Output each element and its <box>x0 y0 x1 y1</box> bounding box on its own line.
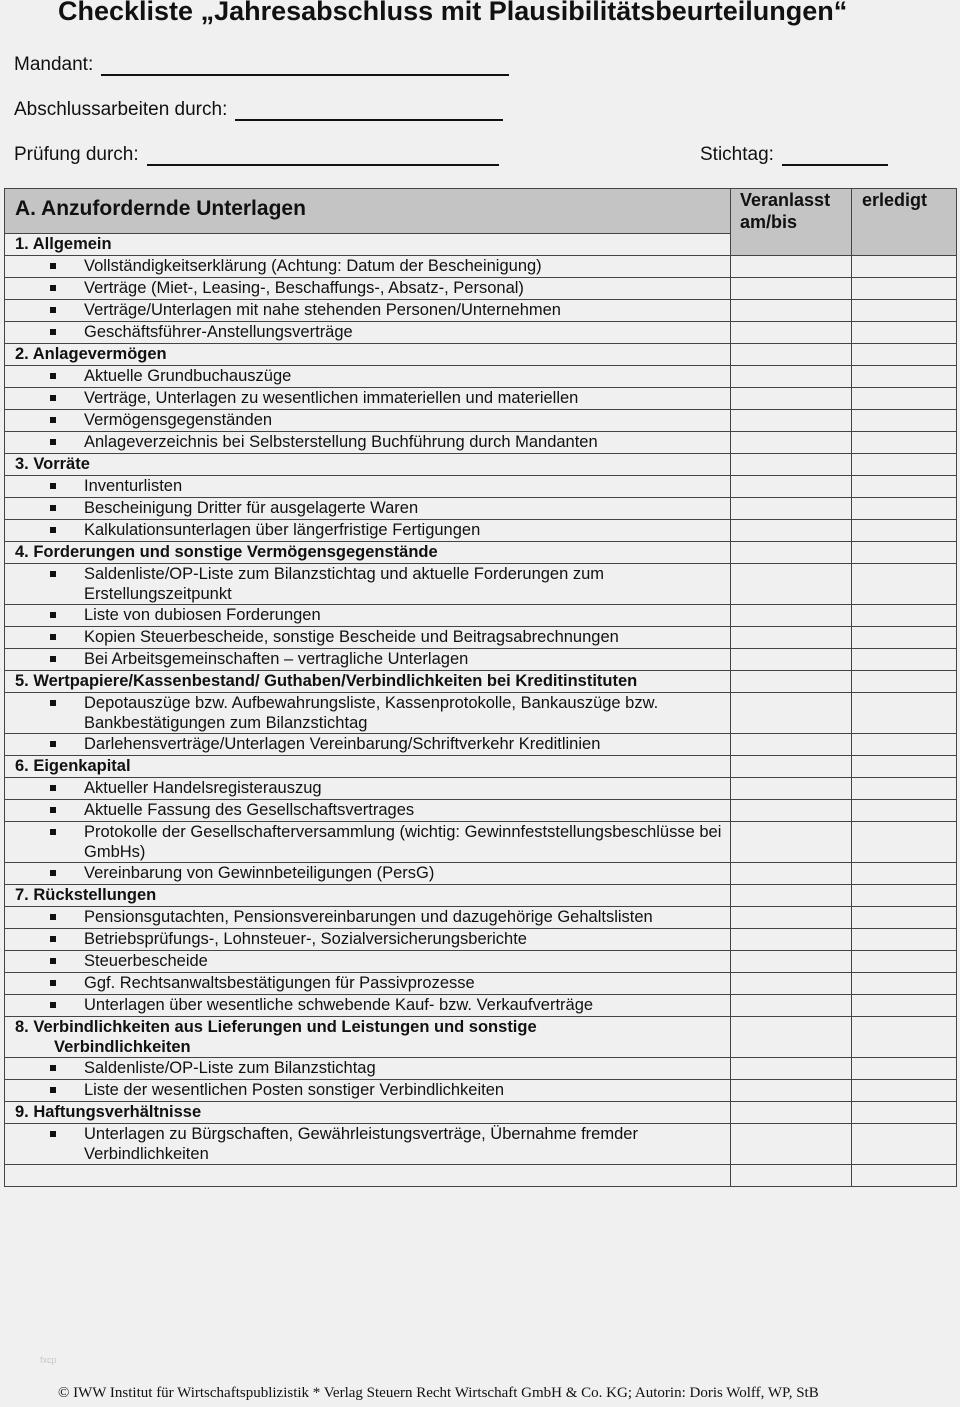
veranlasst-cell[interactable] <box>731 256 852 278</box>
checklist-item-text: Betriebsprüfungs-, Lohnsteuer-, Sozialversicherungsberichte <box>84 930 527 948</box>
checklist-item-text: Liste von dubiosen Forderungen <box>84 606 321 624</box>
checklist-item <box>5 410 731 432</box>
bullet-icon <box>50 395 56 401</box>
erledigt-cell[interactable] <box>852 907 957 929</box>
checklist-item <box>5 366 731 388</box>
checklist-item <box>5 278 731 300</box>
veranlasst-cell[interactable] <box>731 1058 852 1080</box>
bullet-icon <box>50 571 56 577</box>
section-a-heading: A. Anzufordernde Unterlagen <box>5 189 731 234</box>
erledigt-cell[interactable] <box>852 366 957 388</box>
empty-main-cell <box>5 1165 731 1187</box>
erledigt-cell[interactable] <box>852 498 957 520</box>
section-heading <box>5 1017 731 1058</box>
erledigt-cell[interactable] <box>852 756 957 778</box>
checklist-item <box>5 800 731 822</box>
section-row <box>5 1017 957 1058</box>
bullet-icon <box>50 1065 56 1071</box>
column-veranlasst-header: Veranlasst am/bis <box>731 189 852 256</box>
checklist-item-row <box>5 995 957 1017</box>
checklist-item <box>5 1080 731 1102</box>
checklist-item-row <box>5 929 957 951</box>
checklist-item-row <box>5 476 957 498</box>
checklist-item-row <box>5 800 957 822</box>
checklist-item-row <box>5 605 957 627</box>
checklist-item-text: Anlageverzeichnis bei Selbsterstellung Buchführung durch Mandanten <box>84 433 598 451</box>
checklist-item-text: Vermögensgegenständen <box>84 411 273 429</box>
checklist-item-text: Protokolle der Gesellschafterversammlung (wichtig: Gewinnfeststellungsbeschlüsse bei GmbHs) <box>84 823 722 861</box>
checklist-item-text: Aktueller Handelsregisterauszug <box>84 779 322 797</box>
checklist-item-row <box>5 907 957 929</box>
checklist-item <box>5 995 731 1017</box>
checklist-item-text: Kopien Steuerbescheide, sonstige Bescheide und Beitragsabrechnungen <box>84 628 619 646</box>
section-heading <box>5 542 731 564</box>
erledigt-cell[interactable] <box>852 693 957 734</box>
column-erledigt-header: erledigt <box>852 189 957 256</box>
bullet-icon <box>50 483 56 489</box>
checklist-item-row <box>5 951 957 973</box>
erledigt-cell[interactable] <box>852 605 957 627</box>
erledigt-cell[interactable] <box>852 778 957 800</box>
erledigt-cell[interactable] <box>852 454 957 476</box>
veranlasst-cell[interactable] <box>731 1080 852 1102</box>
checklist-item-text: Vollständigkeitserklärung (Achtung: Datum der Bescheinigung) <box>84 257 542 275</box>
erledigt-cell[interactable] <box>852 410 957 432</box>
checklist-item-row <box>5 973 957 995</box>
checklist-item-text: Verträge, Unterlagen zu wesentlichen immateriellen und materiellen <box>84 389 579 407</box>
checklist-item-row <box>5 564 957 605</box>
mandant-field[interactable] <box>14 54 509 76</box>
erledigt-cell[interactable] <box>852 1102 957 1124</box>
bullet-icon <box>50 1131 56 1137</box>
veranlasst-cell[interactable] <box>731 388 852 410</box>
checklist-item <box>5 432 731 454</box>
checklist-item-row <box>5 1080 957 1102</box>
section-heading <box>5 344 731 366</box>
checklist-item-row <box>5 649 957 671</box>
bullet-icon <box>50 612 56 618</box>
checklist-item <box>5 322 731 344</box>
checklist-item <box>5 520 731 542</box>
erledigt-cell[interactable] <box>852 995 957 1017</box>
erledigt-cell[interactable] <box>852 256 957 278</box>
checklist-item <box>5 822 731 863</box>
checklist-item-text: Pensionsgutachten, Pensionsvereinbarungen und dazugehörige Gehaltslisten <box>84 908 653 926</box>
watermark: fxcp <box>40 1355 57 1365</box>
erledigt-cell[interactable] <box>852 627 957 649</box>
section-heading <box>5 671 731 693</box>
pruefung-field[interactable] <box>14 144 499 166</box>
bullet-icon <box>50 958 56 964</box>
checklist-item-text: Saldenliste/OP-Liste zum Bilanzstichtag und aktuelle Forderungen zum Erstellungszeitpunkt <box>84 565 605 603</box>
checklist-item-row <box>5 693 957 734</box>
section-title: 9. Haftungsverhältnisse <box>15 1103 202 1121</box>
mandant-label: Mandant: <box>14 54 94 75</box>
checklist-item-text: Bei Arbeitsgemeinschaften – vertragliche Unterlagen <box>84 650 469 668</box>
erledigt-cell[interactable] <box>852 300 957 322</box>
checklist-item-text: Saldenliste/OP-Liste zum Bilanzstichtag <box>84 1059 376 1077</box>
section-heading <box>5 454 731 476</box>
erledigt-cell[interactable] <box>852 734 957 756</box>
erledigt-cell[interactable] <box>852 649 957 671</box>
veranlasst-cell[interactable] <box>731 649 852 671</box>
veranlasst-cell[interactable] <box>731 627 852 649</box>
pruefung-label: Prüfung durch: <box>14 144 139 165</box>
bullet-icon <box>50 1087 56 1093</box>
erledigt-cell[interactable] <box>852 973 957 995</box>
abschlussarbeiten-line[interactable] <box>235 99 503 121</box>
checklist-item <box>5 388 731 410</box>
bullet-icon <box>50 439 56 445</box>
section-title: 4. Forderungen und sonstige Vermögensgegenstände <box>15 543 438 561</box>
bullet-icon <box>50 656 56 662</box>
erledigt-cell[interactable] <box>852 863 957 885</box>
veranlasst-cell[interactable] <box>731 951 852 973</box>
checklist-item <box>5 605 731 627</box>
checklist-item-text: Aktuelle Grundbuchauszüge <box>84 367 292 385</box>
checklist-item-text: Geschäftsführer-Anstellungsverträge <box>84 323 353 341</box>
veranlasst-cell[interactable] <box>731 366 852 388</box>
checklist-item <box>5 1058 731 1080</box>
erledigt-cell[interactable] <box>852 344 957 366</box>
checklist-item <box>5 973 731 995</box>
erledigt-cell[interactable] <box>852 1058 957 1080</box>
veranlasst-cell[interactable] <box>731 822 852 863</box>
checklist-item <box>5 476 731 498</box>
page-title: Checkliste „Jahresabschluss mit Plausibilitätsbeurteilungen“ <box>58 0 848 26</box>
bullet-icon <box>50 700 56 706</box>
veranlasst-cell[interactable] <box>731 778 852 800</box>
checklist-item-text: Aktuelle Fassung des Gesellschaftsvertrages <box>84 801 415 819</box>
erledigt-cell[interactable] <box>852 671 957 693</box>
checklist-item <box>5 564 731 605</box>
veranlasst-cell[interactable] <box>731 476 852 498</box>
checklist-item-row <box>5 432 957 454</box>
checklist-item-row <box>5 278 957 300</box>
section-title: 8. Verbindlichkeiten aus Lieferungen und Leistungen und sonstige <box>15 1018 537 1036</box>
erledigt-cell[interactable] <box>852 1165 957 1187</box>
bullet-icon <box>50 785 56 791</box>
checklist-item <box>5 693 731 734</box>
veranlasst-cell[interactable] <box>731 907 852 929</box>
checklist-item <box>5 951 731 973</box>
bullet-icon <box>50 329 56 335</box>
checklist-item-row <box>5 627 957 649</box>
mandant-line[interactable] <box>101 54 509 76</box>
section-row <box>5 671 957 693</box>
bullet-icon <box>50 373 56 379</box>
erledigt-cell[interactable] <box>852 951 957 973</box>
checklist-item <box>5 300 731 322</box>
veranlasst-cell[interactable] <box>731 800 852 822</box>
veranlasst-cell[interactable] <box>731 605 852 627</box>
checklist-item <box>5 498 731 520</box>
section-row <box>5 756 957 778</box>
section-title: 1. Allgemein <box>15 235 112 253</box>
checklist-item-text: Liste der wesentlichen Posten sonstiger Verbindlichkeiten <box>84 1081 505 1099</box>
checklist-item-row <box>5 498 957 520</box>
erledigt-cell[interactable] <box>852 388 957 410</box>
empty-row <box>5 1165 957 1187</box>
checklist-item-text: Vereinbarung von Gewinnbeteiligungen (PersG) <box>84 864 435 882</box>
checklist-item <box>5 907 731 929</box>
checklist-item-row <box>5 520 957 542</box>
checklist-item <box>5 929 731 951</box>
erledigt-cell[interactable] <box>852 822 957 863</box>
section-row <box>5 542 957 564</box>
veranlasst-cell[interactable] <box>731 410 852 432</box>
veranlasst-cell[interactable] <box>731 520 852 542</box>
checklist-item-text: Depotauszüge bzw. Aufbewahrungsliste, Kassenprotokolle, Bankauszüge bzw. Bankbestätigungen zum Bilanzstichtag <box>84 694 659 732</box>
erledigt-cell[interactable] <box>852 520 957 542</box>
veranlasst-cell[interactable] <box>731 322 852 344</box>
section-heading <box>5 885 731 907</box>
checklist-item-row <box>5 822 957 863</box>
bullet-icon <box>50 914 56 920</box>
checklist-item <box>5 627 731 649</box>
checklist-item-text: Kalkulationsunterlagen über längerfristige Fertigungen <box>84 521 481 539</box>
bullet-icon <box>50 1002 56 1008</box>
section-heading <box>5 756 731 778</box>
checklist-item-row <box>5 1124 957 1165</box>
bullet-icon <box>50 505 56 511</box>
section-title-continued: Verbindlichkeiten <box>54 1038 191 1056</box>
checklist-item-text: Inventurlisten <box>84 477 183 495</box>
erledigt-cell[interactable] <box>852 542 957 564</box>
checklist-item-row <box>5 322 957 344</box>
checklist-item-row <box>5 863 957 885</box>
veranlasst-cell[interactable] <box>731 564 852 605</box>
veranlasst-cell[interactable] <box>731 344 852 366</box>
checklist-item-text: Verträge/Unterlagen mit nahe stehenden Personen/Unternehmen <box>84 301 561 319</box>
bullet-icon <box>50 263 56 269</box>
erledigt-cell[interactable] <box>852 1124 957 1165</box>
section-row <box>5 344 957 366</box>
veranlasst-cell[interactable] <box>731 1102 852 1124</box>
checklist-item <box>5 256 731 278</box>
checklist-item <box>5 734 731 756</box>
stichtag-label: Stichtag: <box>700 144 774 165</box>
checklist-item-text: Steuerbescheide <box>84 952 208 970</box>
bullet-icon <box>50 285 56 291</box>
checklist-item-row <box>5 734 957 756</box>
checklist-item <box>5 863 731 885</box>
section-title: 5. Wertpapiere/Kassenbestand/ Guthaben/Verbindlichkeiten bei Kreditinstituten <box>15 672 638 690</box>
section-heading <box>5 234 731 256</box>
bullet-icon <box>50 807 56 813</box>
checklist-item <box>5 778 731 800</box>
checklist-item-row <box>5 778 957 800</box>
checklist-item-text: Bescheinigung Dritter für ausgelagerte Waren <box>84 499 419 517</box>
section-row <box>5 885 957 907</box>
erledigt-cell[interactable] <box>852 476 957 498</box>
checklist-table <box>4 188 957 1187</box>
checklist-item-text: Unterlagen zu Bürgschaften, Gewährleistungsverträge, Übernahme fremder Verbindlichkeiten <box>84 1125 638 1163</box>
veranlasst-cell[interactable] <box>731 542 852 564</box>
veranlasst-cell[interactable] <box>731 693 852 734</box>
veranlasst-cell[interactable] <box>731 973 852 995</box>
section-title: 3. Vorräte <box>15 455 90 473</box>
bullet-icon <box>50 829 56 835</box>
checklist-item-text: Ggf. Rechtsanwaltsbestätigungen für Passivprozesse <box>84 974 475 992</box>
stichtag-field[interactable] <box>700 144 888 166</box>
checklist-item-row <box>5 388 957 410</box>
bullet-icon <box>50 527 56 533</box>
checklist-item-text: Verträge (Miet-, Leasing-, Beschaffungs-, Absatz-, Personal) <box>84 279 524 297</box>
veranlasst-cell[interactable] <box>731 300 852 322</box>
section-title: 6. Eigenkapital <box>15 757 131 775</box>
checklist-item-row <box>5 300 957 322</box>
checklist-item-row <box>5 410 957 432</box>
checklist-item-row <box>5 1058 957 1080</box>
erledigt-cell[interactable] <box>852 929 957 951</box>
veranlasst-cell[interactable] <box>731 863 852 885</box>
bullet-icon <box>50 870 56 876</box>
bullet-icon <box>50 307 56 313</box>
pruefung-line[interactable] <box>147 144 499 166</box>
footer-copyright: © IWW Institut für Wirtschaftspublizistik * Verlag Steuern Recht Wirtschaft GmbH & Co. KG; Autorin: Doris Wolff, WP, StB <box>58 1385 819 1401</box>
checklist-item-row <box>5 366 957 388</box>
erledigt-cell[interactable] <box>852 885 957 907</box>
section-row <box>5 454 957 476</box>
bullet-icon <box>50 634 56 640</box>
section-heading <box>5 1102 731 1124</box>
veranlasst-cell[interactable] <box>731 671 852 693</box>
veranlasst-cell[interactable] <box>731 756 852 778</box>
veranlasst-cell[interactable] <box>731 278 852 300</box>
veranlasst-cell[interactable] <box>731 454 852 476</box>
veranlasst-cell[interactable] <box>731 995 852 1017</box>
abschlussarbeiten-label: Abschlussarbeiten durch: <box>14 99 228 120</box>
erledigt-cell[interactable] <box>852 278 957 300</box>
bullet-icon <box>50 936 56 942</box>
checklist-item <box>5 1124 731 1165</box>
checklist-item-text: Unterlagen über wesentliche schwebende Kauf- bzw. Verkaufverträge <box>84 996 594 1014</box>
erledigt-cell[interactable] <box>852 322 957 344</box>
erledigt-cell[interactable] <box>852 564 957 605</box>
section-title: 7. Rückstellungen <box>15 886 157 904</box>
veranlasst-cell[interactable] <box>731 734 852 756</box>
table-header-row <box>5 189 957 234</box>
erledigt-cell[interactable] <box>852 432 957 454</box>
veranlasst-cell[interactable] <box>731 885 852 907</box>
section-row <box>5 1102 957 1124</box>
checklist-item-text: Darlehensverträge/Unterlagen Vereinbarung/Schriftverkehr Kreditlinien <box>84 735 601 753</box>
veranlasst-cell[interactable] <box>731 498 852 520</box>
veranlasst-cell[interactable] <box>731 1124 852 1165</box>
erledigt-cell[interactable] <box>852 1017 957 1058</box>
stichtag-line[interactable] <box>782 144 888 166</box>
bullet-icon <box>50 741 56 747</box>
veranlasst-cell[interactable] <box>731 929 852 951</box>
section-title: 2. Anlagevermögen <box>15 345 167 363</box>
bullet-icon <box>50 980 56 986</box>
checklist-item-row <box>5 256 957 278</box>
erledigt-cell[interactable] <box>852 800 957 822</box>
veranlasst-cell[interactable] <box>731 1165 852 1187</box>
veranlasst-cell[interactable] <box>731 1017 852 1058</box>
bullet-icon <box>50 417 56 423</box>
veranlasst-cell[interactable] <box>731 432 852 454</box>
abschlussarbeiten-field[interactable] <box>14 99 503 121</box>
erledigt-cell[interactable] <box>852 1080 957 1102</box>
checklist-item <box>5 649 731 671</box>
